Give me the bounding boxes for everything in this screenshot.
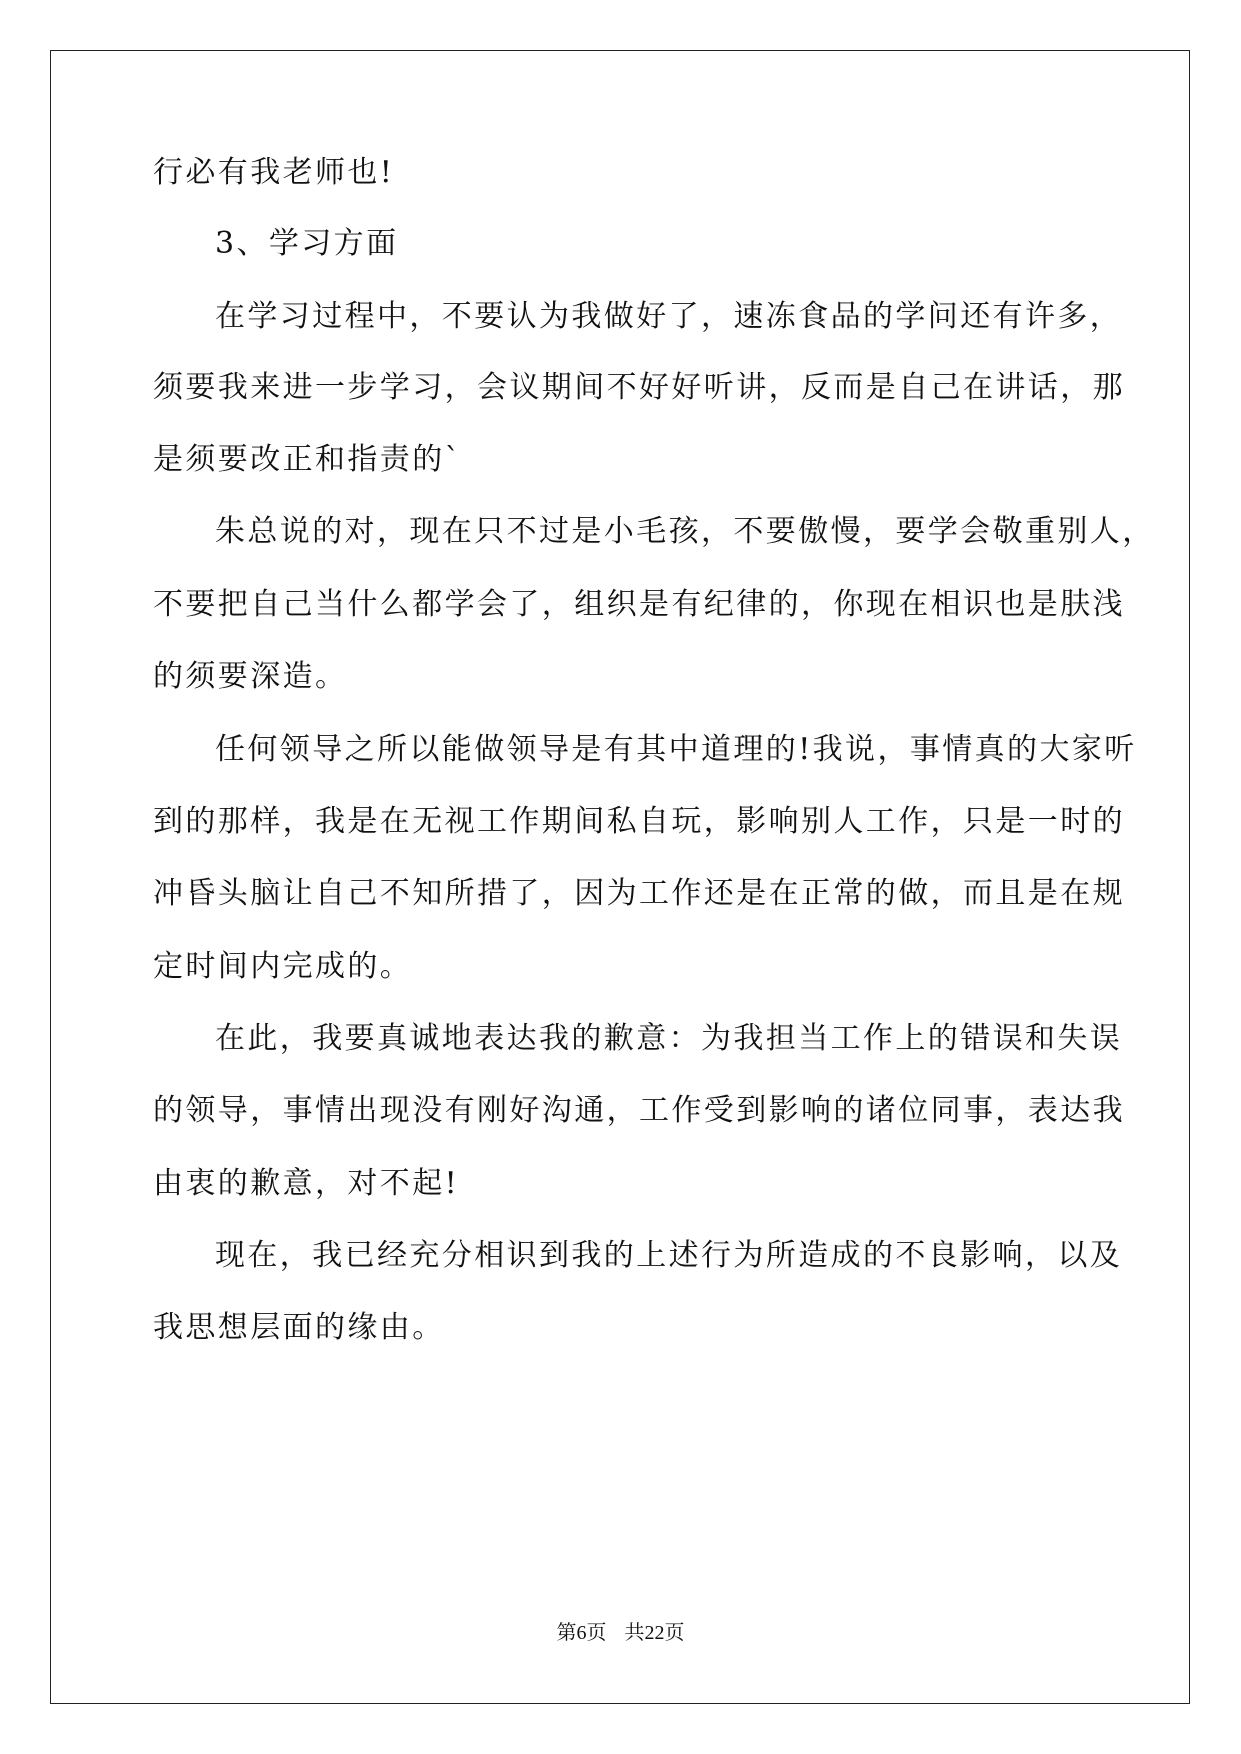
text-line: 不要把自己当什么都学会了，组织是有纪律的，你现在相识也是肤浅 xyxy=(153,587,1125,622)
page-number: 第6页 xyxy=(556,1622,607,1644)
text-line: 现在，我已经充分相识到我的上述行为所造成的不良影响，以及 xyxy=(215,1238,1123,1273)
text-line: 任何领导之所以能做领导是有其中道理的!我说，事情真的大家听 xyxy=(215,732,1137,767)
text-line: 朱总说的对，现在只不过是小毛孩，不要傲慢，要学会敬重别人， xyxy=(215,514,1155,549)
page-footer xyxy=(0,1620,1241,1646)
text-line: 定时间内完成的。 xyxy=(153,949,413,984)
text-line: 到的那样，我是在无视工作期间私自玩，影响别人工作，只是一时的 xyxy=(153,804,1125,839)
text-line: 须要我来进一步学习，会议期间不好好听讲，反而是自己在讲话，那 xyxy=(153,370,1125,405)
text-line: 在学习过程中，不要认为我做好了，速冻食品的学问还有许多， xyxy=(215,299,1123,334)
text-line: 在此，我要真诚地表达我的歉意：为我担当工作上的错误和失误 xyxy=(215,1021,1123,1056)
page-total: 共22页 xyxy=(624,1622,685,1644)
text-line: 的领导，事情出现没有刚好沟通，工作受到影响的诸位同事，表达我 xyxy=(153,1093,1125,1128)
text-line: 冲昏头脑让自己不知所措了，因为工作还是在正常的做，而且是在规 xyxy=(153,876,1125,911)
text-line: 行必有我老师也! xyxy=(153,155,395,190)
section-heading: 3、学习方面 xyxy=(215,226,399,261)
text-line: 由衷的歉意，对不起! xyxy=(153,1166,460,1201)
text-line: 的须要深造。 xyxy=(153,659,348,694)
text-line: 我思想层面的缘由。 xyxy=(153,1310,445,1345)
text-line: 是须要改正和指责的` xyxy=(153,442,462,477)
